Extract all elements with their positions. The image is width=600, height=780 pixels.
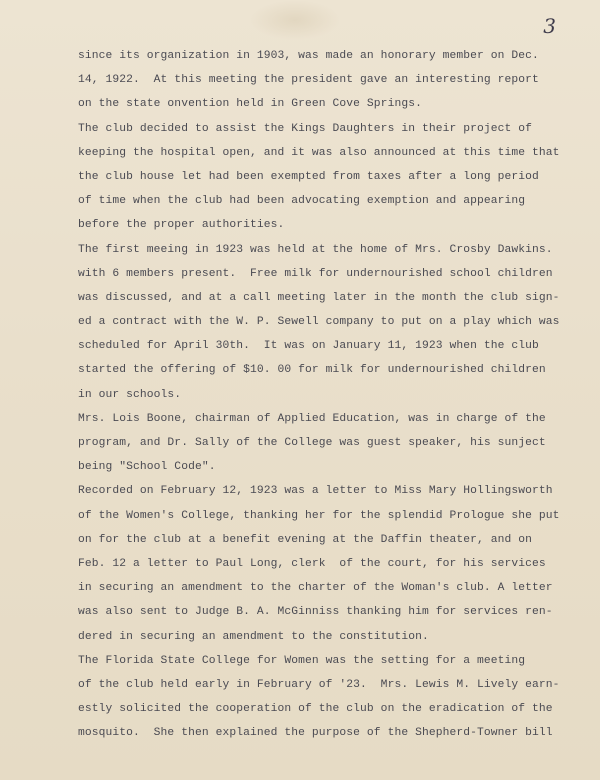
text-line: with 6 members present. Free milk for undernourished school children xyxy=(78,267,553,280)
text-line: Mrs. Lois Boone, chairman of Applied Education, was in charge of the xyxy=(78,412,546,425)
text-line: on the state onvention held in Green Cove Springs. xyxy=(78,98,422,111)
text-line: was discussed, and at a call meeting later in the month the club sign- xyxy=(78,291,560,304)
text-line: was also sent to Judge B. A. McGinniss thanking him for services ren- xyxy=(78,606,553,619)
text-line: dered in securing an amendment to the constitution. xyxy=(78,630,429,643)
text-line: estly solicited the cooperation of the club on the eradication of the xyxy=(78,703,553,716)
text-line: program, and Dr. Sally of the College was guest speaker, his sunject xyxy=(78,437,546,449)
text-line: mosquito. She then explained the purpose of the Shepherd-Towner bill xyxy=(78,727,553,740)
text-line: being "School Code". xyxy=(78,461,216,474)
text-line: started the offering of $10. 00 for milk for undernourished children xyxy=(78,364,546,377)
text-line: The first meeing in 1923 was held at the home of Mrs. Crosby Dawkins. xyxy=(78,243,553,256)
text-line: Feb. 12 a letter to Paul Long, clerk of the court, for his services xyxy=(78,557,546,570)
text-line: scheduled for April 30th. It was on January 11, 1923 when the club xyxy=(78,340,539,353)
text-line: keeping the hospital open, and it was also announced at this time that xyxy=(78,146,560,159)
text-line: Recorded on February 12, 1923 was a letter to Miss Mary Hollingsworth xyxy=(78,485,553,498)
text-line: in our schools. xyxy=(78,388,182,401)
text-line: on for the club at a benefit evening at the Daffin theater, and on xyxy=(78,533,533,546)
text-line: in securing an amendment to the charter of the Woman's club. A letter xyxy=(78,582,553,595)
text-line: The Florida State College for Women was the setting for a meeting xyxy=(78,654,526,667)
text-line: the club house let had been exempted from taxes after a long period xyxy=(78,170,539,183)
text-line: of time when the club had been advocating exemption and appearing xyxy=(78,195,526,208)
typed-text-body xyxy=(78,44,590,745)
text-line: of the club held early in February of '23. Mrs. Lewis M. Lively earn- xyxy=(78,678,560,691)
page-number: 3 xyxy=(543,14,556,38)
text-line: 14, 1922. At this meeting the president gave an interesting report xyxy=(78,74,539,87)
text-line: before the proper authorities. xyxy=(78,219,285,232)
text-line: since its organization in 1903, was made an honorary member on Dec. xyxy=(78,50,539,62)
text-line: The club decided to assist the Kings Daughters in their project of xyxy=(78,122,533,135)
text-line: of the Women's College, thanking her for the splendid Prologue she put xyxy=(78,509,560,522)
text-line: ed a contract with the W. P. Sewell company to put on a play which was xyxy=(78,316,560,329)
